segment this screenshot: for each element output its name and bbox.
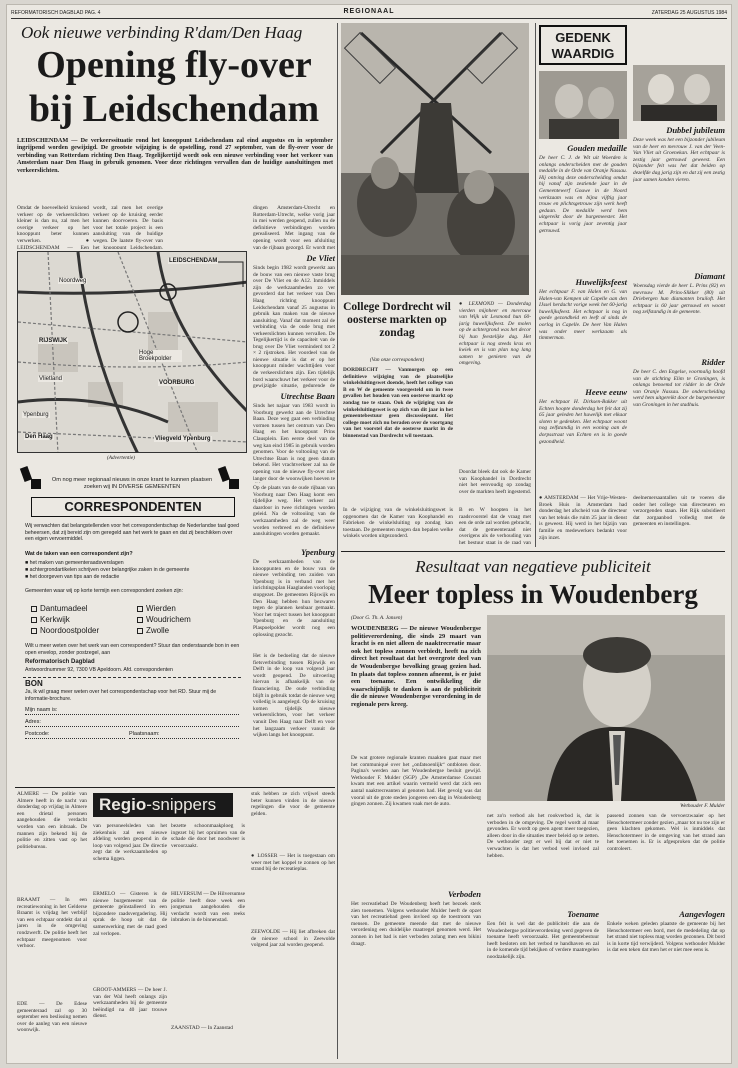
coupon-address-2: Antwoordnummer 92, 7300 VB Apeldoorn. Afd. correspondenten xyxy=(25,667,173,673)
masthead-section: REGIONAAL xyxy=(343,8,395,15)
amsterdam-brief: ● AMSTERDAM — Het Vrije-Westen-Broek Huis in Amsterdam had donderdag het afscheid van de directeur van het tehuis die ruim 25 jaar in dienst is geweest. Hij werd in het bijzijn van familie en medewerkers bedankt voor zijn inzet. xyxy=(539,495,627,541)
windmill-photo-graphic xyxy=(341,23,529,295)
gedenk-ridder-text: De heer C. den Engelse, voormalig hoofd van de stichting Elim te Groningen, is onlangs benoemd tot ridder in de Orde van Oranje Nassau. De onderscheiding werd hem uitgereikt door de burgemeester van Groningen in het stadhuis. xyxy=(633,369,725,408)
topless-headline: Meer topless in Woudenberg xyxy=(368,579,698,609)
topless-photo-caption: Wethouder F. Mulder xyxy=(680,803,725,809)
column-rule xyxy=(337,23,338,1059)
gedenkwaardig-logo-line-1: GEDENK xyxy=(555,30,611,45)
windmill-caption: ● LEXMOND — Donderdag vierden mijnheer en mevrouw van Wijk uit Lexmond hun 60-jarig huwelijksfeest. De molen op de achtergrond was het decor bij hun feestelijke dag. Het echtpaar is nog steeds kras en kwiek en is van plan nog lang samen te genieten van de omgeving. xyxy=(459,301,531,367)
coupon-name-field[interactable]: Mijn naam is: xyxy=(25,707,239,715)
windmill-body-2: In de wijziging van de winkelsluitingswet is opgenomen dat de Kamer van Koophandel en Fabrieken de winkelsluiting op zondag kan toestaan. De gemeenten mogen dan bepalen welke winkels worden uitgezonderd. xyxy=(343,507,453,540)
map-label-den-haag: Den Haag xyxy=(25,434,53,440)
gedenk-huwelijk-text: Het echtpaar F. van Halen en G. van Halen-van Kempen uit Capelle aan den IJssel herdacht vorige week het 60-jarig huwelijksfeest. Het echtpaar is nog in goede gezondheid en leeft al sinds de oorlog in Capelle. De heer Van Halen was onder meer werkzaam als timmerman. xyxy=(539,289,627,342)
regio-almere: ALMERE — De politie van Almere heeft in de nacht van donderdag op vrijdag in Almere een drietal personen aangehouden die verdacht worden van een inbraak. De mannen zijn bekend bij de politie en zitten vast op het politiebureau. xyxy=(17,791,87,850)
coupon-bon-label: BON xyxy=(25,679,43,688)
windmill-body: DORDRECHT — Vanmorgen op een definitieve wijziging van de plaatselijke winkelsluitingswet doende, heeft het college van B en W de gemeente voorgesteld om in twee gevallen het houden van een oosterse markt op zondag toe te staan. Ook de wijziging van de winkelsluitingswet is op zich van dit jaar in het gemeentebestuur geen discussiepunt. Het college moet zich nu beraden over de voortgang van het voorstel dat de oosterse markt in de binnenstad van Dordrecht wil toestaan. xyxy=(343,367,453,439)
topless-photo-wethouder-graphic xyxy=(487,615,725,801)
map-label-voorburg: VOORBURG xyxy=(159,380,195,386)
subhead-gouden-medaille: Gouden medaille xyxy=(567,143,627,153)
main-headline-2: bij Leidschendam xyxy=(28,88,320,130)
main-col2-c: Tegelijkertijd is de capaciteit van de brug over De Vliet verminderd tot 2 × 2 rijstroken. Het voordeel van de nieuwe situatie is dat er op het knooppunt minder wachttijden voor de verkeerslichten zijn. Een tijdelijk bord waarschuwt het verkeer voor de gewijzigde situatie, gedurende de xyxy=(253,337,335,389)
main-lead: LEIDSCHENDAM — De verkeerssituatie rond het knooppunt Leidschendam zal eind augustus en in september ingrijpend worden gewijzigd. De grootste wijziging is de opstelling, rond 27 september, van de fly-over voor de verbinding van Rotterdam richting Den Haag. Tegelijkertijd wordt ook een nieuwe verbinding voor het verkeer van Amsterdam naar Den Haag in gebruik genomen. Voor deze richtingen vervallen dan de huidige aansluitingen met verkeerslichten. xyxy=(17,137,333,174)
topless-kicker: Resultaat van negatieve publiciteit xyxy=(415,557,651,576)
map-label-vlietland: Vlietland xyxy=(39,376,63,382)
windmill-caption-2: Doordat bleek dat ook de Kamer van Koophandel in Dordrecht niet het eenvoudig op zondag over de markten heeft ingestemd. xyxy=(459,469,531,495)
coupon-postcode-field[interactable]: Postcode: xyxy=(25,731,125,739)
gedenk-photo-portrait xyxy=(633,65,725,121)
subhead-huwelijksfeest: Huwelijksfeest xyxy=(575,277,627,287)
regio-zeewolde: ZEEWOLDE — Hij liet afbreken dat de nieuwe school in Zeewolde volgend jaar zal worden geopend. xyxy=(251,929,335,949)
coupon-address-1: Reformatorisch Dagblad xyxy=(25,659,95,665)
coupon-checkbox-zwolle[interactable]: Zwolle xyxy=(137,625,237,636)
coupon-task-item: ■ het maken van gemeenteraadsverslagen xyxy=(25,560,124,566)
gedenk-photo-portrait-graphic xyxy=(633,65,725,121)
topless-lead: WOUDENBERG — De nieuwe Woudenbergse politieverordening, die sinds 29 maart van kracht is en niet alleen de naaktrecreatie maar ook het topless zonnen verbiedt, heeft na zich direct het resultaat dat het overgrote deel van de Woudenbergse bevolking graag gezien had. In plaats dat topless zonnen afneemt, is er juist een toename. Een ontwikkeling die waarschijnlijk te danken is aan de publiciteit die de nieuwe Woudenbergse verordening in de regionale pers kreeg. xyxy=(351,625,481,708)
coupon-address-field[interactable]: Adres: xyxy=(25,719,239,727)
map-label-rijswijk: RIJSWIJK xyxy=(39,338,68,344)
regio-hilversum: HILVERSUM — De Hilversumse politie heeft deze week een jongeman aangehouden die verdacht wordt van een reeks inbraken in de binnenstad. xyxy=(171,891,245,924)
coupon-checkbox-wierden[interactable]: Wierden xyxy=(137,603,237,614)
amsterdam-brief-cont: deelnemersaantallen uit te voeren die onder het college van directeuren en verzorgenden staan. Het Rijk subsidieert dat zorgaanbod volledig met de gemeenten en instellingen. xyxy=(633,495,725,528)
topless-photo-wethouder xyxy=(487,615,725,801)
windmill-photo xyxy=(341,23,529,295)
coupon-text-3: Wilt u meer weten over het werk van een correspondent? Stuur dan onderstaande bon in een open envelop, zonder postzegel, aan xyxy=(25,643,240,656)
map-label-leidschendam: LEIDSCHENDAM xyxy=(169,258,218,264)
subhead-verboden: Verboden xyxy=(447,889,481,899)
road-map-graphic xyxy=(18,252,247,453)
section-divider xyxy=(341,551,725,552)
main-body-a: Omdat de hoeveelheid kruisend verkeer op de verkeerslichten kleiner is dan nu, zal men het overige verkeer op het knooppunt beter kunnen verwerken. ● LEIDSCHENDAM — Een xyxy=(17,205,89,249)
subhead-vliet: De Vliet xyxy=(306,253,335,263)
main-body-b: wordt, zal men het overige verkeer op de kruising eerder kunnen doorvoeren. De basis voor het totale project is een aansluiting van de huidige wegen. De laatste fly-over van het knooppunt Leidschendam, xyxy=(93,205,163,249)
topless-body-2: Het recreatiebad De Woudenberg heeft het bezoek sterk zien toenemen. Volgens wethouder Mulder heeft de opzet van het recreatiebad geen invloed op de toestroom van mensen. De gemeente meende dat met de nieuwe verordening een duidelijke maatregel genomen werd. Het zonnen in het bad is niet verboden zolang men een bikini draagt. xyxy=(351,901,481,947)
regio-title-b: -snippers xyxy=(146,795,217,814)
regio-ede: EDE — De Edese gemeenteraad zal op 30 september een beslissing nemen over de aanleg van een nieuwe woonwijk. xyxy=(17,1001,87,1034)
main-col2: dingen Amsterdam-Utrecht en Rotterdam-Utrecht, welke vorig jaar in mei werden geopend, zullen nu de definitieve verbindingen worden gerealiseerd. Met ingang van de opening wordt voor een afsluiting van de rijbaan gezorgd. Er wordt met xyxy=(253,205,335,251)
road-map xyxy=(17,251,247,453)
coupon-task-item: ■ achtergrondartikelen schrijven over belangrijke zaken in de gemeente xyxy=(25,567,190,573)
windmill-caption-3: B en W hoopten in het raadsvoorstel dat de vraag met een de orde zal worden gebracht, dat de gemeenteraad niet overigens als de verhouding van het bestuur staat in de raad van xyxy=(459,507,531,546)
map-label-vliegveld: Vliegveld Ypenburg xyxy=(155,436,211,442)
regio-zaanstad: ZAANSTAD — In Zaanstad xyxy=(171,1025,233,1031)
main-headline-1: Opening fly-over xyxy=(36,44,312,86)
regio-title-a: Regio xyxy=(99,795,147,814)
masthead xyxy=(11,7,727,19)
subhead-aangevlogen: Aangevlogen xyxy=(679,909,725,919)
subhead-toename: Toename xyxy=(567,909,599,919)
coupon-intro: Om nog meer regionaal nieuws in onze krant te kunnen plaatsen zoeken wij IN DIVERSE GEMEENTEN xyxy=(51,477,213,490)
subhead-ypenburg: Ypenburg xyxy=(301,547,335,557)
coupon-what-title: Wat de taken van een correspondent zijn? xyxy=(25,551,133,557)
subhead-heeve-eeuw: Heeve eeuw xyxy=(585,387,627,397)
regio-snippers-banner xyxy=(93,793,233,817)
main-col2-b: Sinds begin 1982 wordt gewerkt aan de bouw van een nieuwe vaste brug over De Vliet en de A12. Inmiddels zijn de werkzaamheden zo ver gevorderd dat het verkeer van Den Haag richting knooppunt Leidschendam vanaf 25 augustus in gebruik kan maken van de nieuwe aansluiting. Vanaf dat moment zal de verbinding via de oude brug met verkeerslichten kunnen vervallen. De xyxy=(253,265,335,335)
coupon-checkbox-kerkwijk[interactable]: Kerkwijk xyxy=(31,614,131,625)
coupon-checkbox-dantumadeel[interactable]: Dantumadeel xyxy=(31,603,131,614)
main-kicker: Ook nieuwe verbinding R'dam/Den Haag xyxy=(21,23,303,42)
main-col2-e: Op de plaats van de oude rijbaan van Voorburg naar Den Haag komt een tijdelijke weg. Het verkeer zal daardoor in twee richtingen worden geleid. Na de voltooiing van de werkzaamheden zal de weg weer worden verbreed en de definitieve aansluitingen worden gemaakt. xyxy=(253,485,335,538)
main-col2-d: Sinds het najaar van 1983 wordt in Voorburg gewerkt aan de Utrechtse Baan. Deze weg gaat een verbinding vormen tussen het centrum van Den Haag en het knooppunt Prins Clausplein. Een eerste deel van de weg kan eind 1985 in gebruik worden genomen. Voor de voltooiing van de Utrechtse Baan is nog geen datum bekend. Het vrachtverkeer zal na de opening van de nieuwe fly-over niet langer door de woonwijken hoeven te xyxy=(253,403,335,482)
regio-col4a: stuk hebben ze zich vrijwel steeds beter kunnen vinden in de nieuwe regelingen die voor de gemeente gelden. xyxy=(251,791,335,817)
map-label-noordweg: Noordweg xyxy=(59,278,87,284)
coupon-checkbox-noordoostpolder[interactable]: Noordoostpolder xyxy=(31,625,131,636)
masthead-left: REFORMATORISCH DAGBLAD PAG. 4 xyxy=(11,10,101,16)
coupon-plaats-field[interactable]: Plaatsnaam: xyxy=(129,731,239,739)
coupon-places-left xyxy=(31,603,131,636)
gedenk-photo-couple-graphic xyxy=(539,71,627,139)
topless-body-1: De wat grotere regionale kranten maakten gaat maar met het communiqué over het „onfatsoenlijk“ ontbloten door. Pagina's werden aan het Woudenbergse besluit gewijd. Wethouder F. Mulder (SGP) „De Amsterdamse Courant kwam met een artikel waarin vermeld werd dat zich een aantal naaktrecreanten al genoten had. Het gevolg was dat vooral uit de grote steden jongeren een dag in Woudenberg gingen zonnen. Zij kwamen vaak met de auto. xyxy=(351,755,481,808)
coupon-text-2: Gemeenten waar wij op korte termijn een correspondent zoeken zijn: xyxy=(25,588,184,594)
topless-body-3: net zo'n verbod als het rookverbod is, dat is verboden in de omgeving. De regel wordt al maar gevonden. Er wordt op geen agent meer toegezien, alleen door in die situaties meer beleid op te zetten. De wethouder zegt er wel bij dat er niet te verwachten is dat het verbod veel invloed zal hebben. xyxy=(487,813,599,859)
gedenk-heeve-text: Het echtpaar H. Dirksen-Bakker uit Echten hoopte donderdag het feit dat zij 65 jaar geleden het huwelijk met elkaar sloten te gedenken. Het echtpaar woont nog zelfstandig in een woning aan de dorpsstraat van Echten en is in goede gezondheid. xyxy=(539,399,627,445)
pen-icon xyxy=(217,465,243,493)
coupon-task-list xyxy=(25,560,241,581)
gedenk-diamant-text: Woensdag vierde de heer L. Prins (82) en mevrouw M. Prins-Slikker (80) uit Driebergen hun diamanten bruiloft. Het echtpaar is 60 jaar getrouwd en woont nog zelfstandig in de gemeente. xyxy=(633,283,725,316)
coupon-task-item: ■ het doorgeven van tips aan de redactie xyxy=(25,574,120,580)
regio-top-rule xyxy=(15,787,335,788)
newspaper-page xyxy=(6,4,732,1064)
regio-ermelo: ERMELO — Gisteren is de nieuwe burgemeester van de gemeente geïnstalleerd in een bijzondere raadsvergadering. Hij sprak de hoop uit dat de samenwerking met de raad goed zal verlopen. xyxy=(93,891,167,937)
masthead-date: ZATERDAG 25 AUGUSTUS 1984 xyxy=(651,10,727,16)
map-source: (Advertentie) xyxy=(107,455,135,461)
gedenkwaardig-logo-line-2: WAARDIG xyxy=(551,46,615,61)
pen-icon xyxy=(19,465,45,493)
map-label-broek: Hoge Broekpolder xyxy=(138,350,182,362)
coupon-checkbox-woudrichem[interactable]: Woudrichem xyxy=(137,614,237,625)
regio-groot-ammers: GROOT-AMMERS — De heer J. van der Wal heeft onlangs zijn werkzaamheden bij de gemeente beëindigd na 40 jaar trouwe dienst. xyxy=(93,987,167,1020)
regio-braamt: BRAAMT — In een recreatiewoning in het Gelderse Braamt is vrijdag het verblijf van een echtpaar ontdekt dat al jaren in de omgeving rondzwerft. De politie heeft het echtpaar meegenomen voor verhoor. xyxy=(17,897,87,950)
gedenkwaardig-logo xyxy=(539,25,627,65)
gedenk-photo-couple xyxy=(539,71,627,139)
subhead-utrecht: Utrechtse Baan xyxy=(280,391,335,401)
regio-col2a: van personeelsleden van het ziekenhuis zal een nieuwe afdeling worden geopend in de loop van volgend jaar. De directie zegt dat de werkzaamheden op schema liggen. xyxy=(93,823,167,862)
coupon-bon-text: Ja, ik wil graag meer weten over het correspondentschap voor het RD. Stuur mij de informatie-brochure. xyxy=(25,689,217,702)
subhead-dubbel-jubileum: Dubbel jubileum xyxy=(666,125,725,135)
gedenk-gouden-text: De heer C. J. de Wit uit Woerden is onlangs onderscheiden met de gouden medaille in de Orde van Oranje Nassau. Hij ontving deze onderscheiding omdat hij vanaf zijn zestiende jaar in de Gemeentewerf Gouwe in de Noord werkzaam was en bijna vijftig jaar trouw en plichtsgetrouw zijn werk heeft gedaan. De medaille werd hem uitgereikt door de burgemeester. Het echtpaar is vorig jaar zeventig jaar getrouwd. xyxy=(539,155,627,234)
coupon-title: CORRESPONDENTEN xyxy=(31,497,235,517)
topless-body-4: Een feit is wel dat de publiciteit die aan de Woudenbergse politieverordening werd gegeven de toename heeft veroorzaakt. Het gemeentebestuur heeft besloten om het verbod te handhaven en zal in de komende tijd bekijken of verdere maatregelen noodzakelijk zijn. xyxy=(487,921,599,960)
column-rule xyxy=(535,23,536,547)
map-label-ypenburg: Ypenburg xyxy=(23,412,49,418)
regio-col3a: bezette schoonmaakploeg is ingezet bij het opruimen van de schade die door het noodweer is veroorzaakt. xyxy=(171,823,245,849)
subhead-ridder: Ridder xyxy=(701,357,725,367)
topless-body-6: Enkele weken geleden plaatste de gemeente bij het Henschotermeer een bord, met de mededeling dat op het strand niet topless mag worden gezonnen. Dit bord is in korte tijd verwijderd. Volgens wethouder Mulder is dat een teken dat men het er niet mee eens is. xyxy=(607,921,725,954)
topless-body-5: passend zonnen van de vervoerzwaaier op het Henschotermeer zonder gezien „maar tot nu toe zijn er geen klachten gekomen. Wel is inmiddels dat Henschotermeer in de omgeving van het strand aan het toenemen is. Er is afgesproken dat de politie controleert. xyxy=(607,813,725,852)
coupon-cut-line xyxy=(23,677,241,678)
regio-losser: ● LOSSER — Het is toegestaan om weer met het koppel te zonnen op het strand bij de recreatieplas. xyxy=(251,853,335,873)
windmill-byline: (Van onze correspondent) xyxy=(369,357,425,363)
main-col2-g: Het is de bedoeling dat de nieuwe fietsverbinding tussen Rijswijk en Delft in de loop van volgend jaar wordt geopend. De uitvoering hiervan is afhankelijk van de financiering. De oude verbinding blijft in gebruik totdat de nieuwe weg volledig is aangelegd. Op de kruising komen tijdelijk nieuwe verkeerslichten, voor het verkeer vanuit Den Haag naar Delft en voor het langzaam verkeer vanuit de wijken langs het knooppunt. xyxy=(253,653,335,739)
topless-byline: (Door G. Th. A. Jansen) xyxy=(351,615,403,621)
coupon-advertisement xyxy=(17,463,247,783)
coupon-text-1: Wij verwachten dat belangstellenden voor het correspondentschap de Nederlandse taal goed beheersen, dat zij bereid zijn om geregeld aan het werk te gaan en dat zij beschikken over een eigen vervoermiddel. xyxy=(25,523,239,543)
main-col2-f: De werkzaamheden van de knooppunten en de bouw van de nieuwe verbinding ten zuiden van Ypenburg is in verband met het inrichtingsplan Haaglanden voorlopig stopgezet. De gemeenten Rijswijk en Den Haag hebben hun bezwaren tegen de plannen kenbaar gemaakt. Voor het traject tussen het knooppunt Ypenburg en de aansluiting Plaspoelpolder wordt nog een oplossing gezocht. xyxy=(253,559,335,638)
windmill-headline: College Dordrecht wil oosterse markten op zondag xyxy=(343,301,451,339)
subhead-diamant: Diamant xyxy=(694,271,725,281)
gedenk-jubileum-text: Deze week was het een bijzonder jubileum van de heer en mevrouw J. van der Veen-Van Vliet uit Groenekan. Het echtpaar is zestig jaar getrouwd geweest. Een bijzonder feit was het dat beiden op dezelfde dag jarig zijn en dat zij een zestig jaar samen konden vieren. xyxy=(633,137,725,183)
coupon-places-right xyxy=(137,603,237,636)
